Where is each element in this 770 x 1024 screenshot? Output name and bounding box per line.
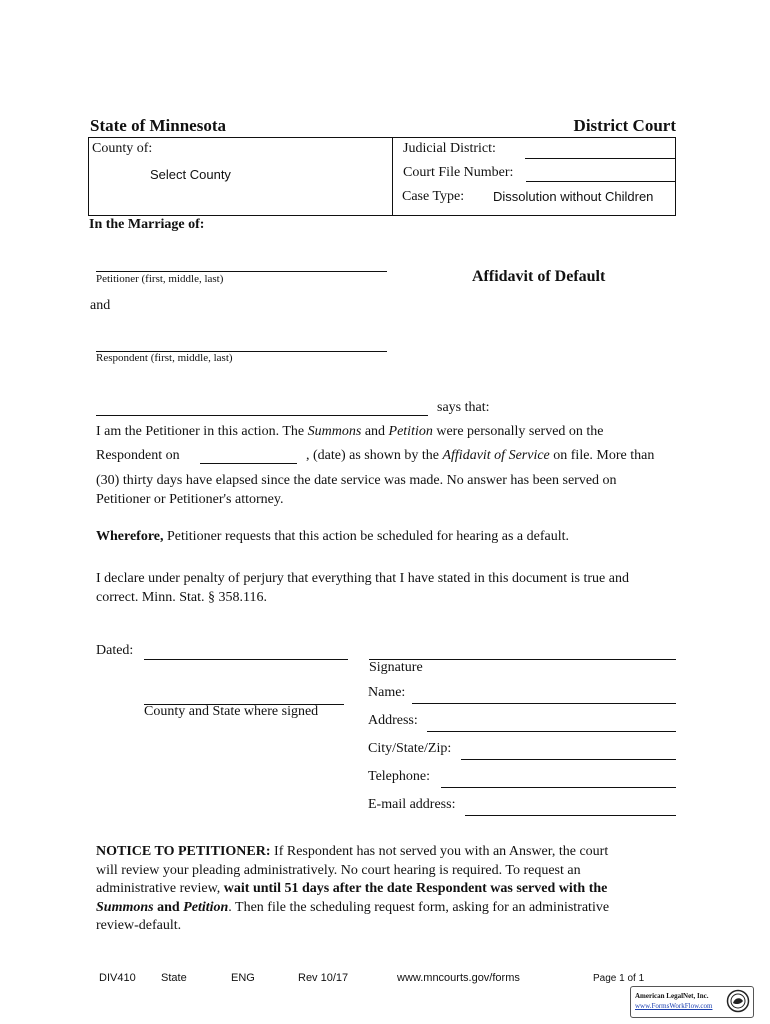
vendor-logo-icon <box>726 989 750 1013</box>
paragraph-1-line-2: , (date) as shown by the Affidavit of Service on file. More than <box>306 448 655 463</box>
city-state-zip-field[interactable] <box>461 743 676 760</box>
vendor-name: American LegalNet, Inc. <box>635 992 709 1000</box>
dated-label: Dated: <box>96 643 134 658</box>
notice-line-2: will review your pleading administratively. No court hearing is required. To request an <box>96 863 581 878</box>
county-label: County of: <box>92 141 153 156</box>
footer-state: State <box>161 972 187 984</box>
paragraph-1-line-1: I am the Petitioner in this action. The Summons and Petition were personally served on the <box>96 424 604 439</box>
says-that-label: says that: <box>437 400 490 415</box>
marriage-of-label: In the Marriage of: <box>89 217 205 232</box>
footer-url[interactable]: www.mncourts.gov/forms <box>397 972 520 984</box>
name-label: Name: <box>368 685 406 700</box>
vendor-url[interactable]: www.FormsWorkFlow.com <box>635 1002 713 1010</box>
email-field[interactable] <box>465 799 676 816</box>
footer-revision: Rev 10/17 <box>298 972 349 984</box>
signature-field[interactable] <box>369 643 676 660</box>
footer-page-number: Page 1 of 1 <box>593 973 645 984</box>
footer-form-code: DIV410 <box>99 972 136 984</box>
dated-field[interactable] <box>144 643 348 660</box>
petitioner-name-field[interactable] <box>96 255 387 272</box>
name-field[interactable] <box>412 687 676 704</box>
address-field[interactable] <box>427 715 676 732</box>
telephone-field[interactable] <box>441 771 676 788</box>
paragraph-1-line-3: (30) thirty days have elapsed since the date service was made. No answer has been served on <box>96 473 617 488</box>
county-select[interactable]: Select County <box>150 167 231 182</box>
service-date-field[interactable] <box>200 447 297 464</box>
county-state-label: County and State where signed <box>144 704 319 719</box>
respondent-on-label: Respondent on <box>96 448 180 463</box>
paragraph-1-line-4: Petitioner or Petitioner's attorney. <box>96 492 284 507</box>
affiant-name-field[interactable] <box>96 399 428 416</box>
respondent-label: Respondent (first, middle, last) <box>96 352 233 364</box>
judicial-district-field[interactable] <box>525 142 675 159</box>
judicial-district-label: Judicial District: <box>403 141 496 156</box>
notice-line-1: NOTICE TO PETITIONER: If Respondent has not served you with an Answer, the court <box>96 844 609 859</box>
state-heading: State of Minnesota <box>90 116 226 135</box>
footer-language: ENG <box>231 972 255 984</box>
case-type-value: Dissolution without Children <box>493 189 654 204</box>
declaration-line-2: correct. Minn. Stat. § 358.116. <box>96 590 267 605</box>
petitioner-label: Petitioner (first, middle, last) <box>96 273 224 285</box>
address-label: Address: <box>368 713 418 728</box>
court-heading: District Court <box>573 116 676 135</box>
respondent-name-field[interactable] <box>96 335 387 352</box>
signature-label: Signature <box>369 660 423 675</box>
document-title: Affidavit of Default <box>472 268 606 285</box>
wherefore-paragraph: Wherefore, Petitioner requests that this action be scheduled for hearing as a default. <box>96 529 569 544</box>
city-state-zip-label: City/State/Zip: <box>368 741 452 756</box>
county-state-signed-field[interactable] <box>144 688 344 705</box>
declaration-line-1: I declare under penalty of perjury that everything that I have stated in this document is true and <box>96 571 629 586</box>
telephone-label: Telephone: <box>368 769 430 784</box>
notice-line-5: review-default. <box>96 918 182 933</box>
court-file-label: Court File Number: <box>403 165 514 180</box>
court-file-number-field[interactable] <box>526 165 675 182</box>
and-label: and <box>90 298 111 313</box>
email-label: E-mail address: <box>368 797 456 812</box>
notice-line-4: Summons and Petition. Then file the scheduling request form, asking for an administrative <box>96 900 610 915</box>
notice-line-3: administrative review, wait until 51 days after the date Respondent was served with the <box>96 881 608 896</box>
case-type-label: Case Type: <box>402 189 465 204</box>
case-box-divider <box>392 138 393 215</box>
vendor-stamp <box>630 986 754 1018</box>
